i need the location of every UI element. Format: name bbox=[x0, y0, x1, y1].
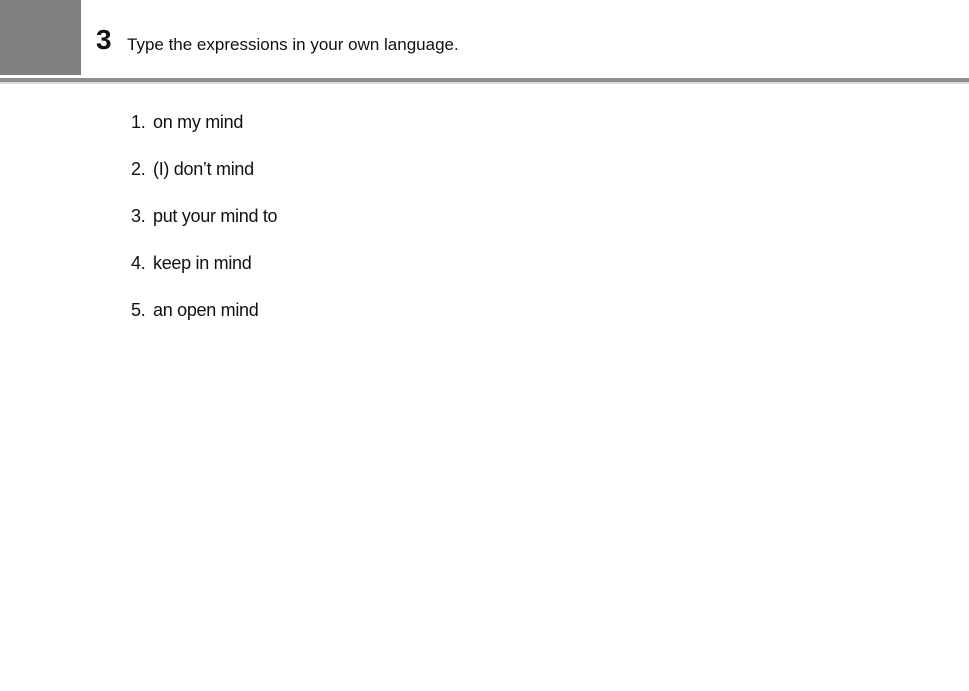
expression-number: 5. bbox=[131, 300, 146, 320]
expression-list bbox=[131, 110, 277, 345]
expression-number: 2. bbox=[131, 159, 146, 179]
expression-item bbox=[131, 157, 277, 204]
expression-text: an open mind bbox=[153, 300, 259, 320]
expression-text: on my mind bbox=[153, 112, 244, 132]
exercise-number: 3 bbox=[96, 24, 112, 55]
expression-number: 4. bbox=[131, 253, 146, 273]
expression-text: keep in mind bbox=[153, 253, 252, 273]
corner-block bbox=[0, 0, 81, 75]
expression-text: (I) don’t mind bbox=[153, 159, 254, 179]
expression-item bbox=[131, 110, 277, 157]
expression-text: put your mind to bbox=[153, 206, 278, 226]
expression-number: 3. bbox=[131, 206, 146, 226]
expression-item bbox=[131, 251, 277, 298]
exercise-header bbox=[81, 0, 969, 78]
exercise-instruction: Type the expressions in your own language. bbox=[127, 35, 459, 54]
header-divider-shadow bbox=[0, 82, 969, 84]
expression-item bbox=[131, 204, 277, 251]
expression-number: 1. bbox=[131, 112, 146, 132]
expression-item bbox=[131, 298, 277, 345]
